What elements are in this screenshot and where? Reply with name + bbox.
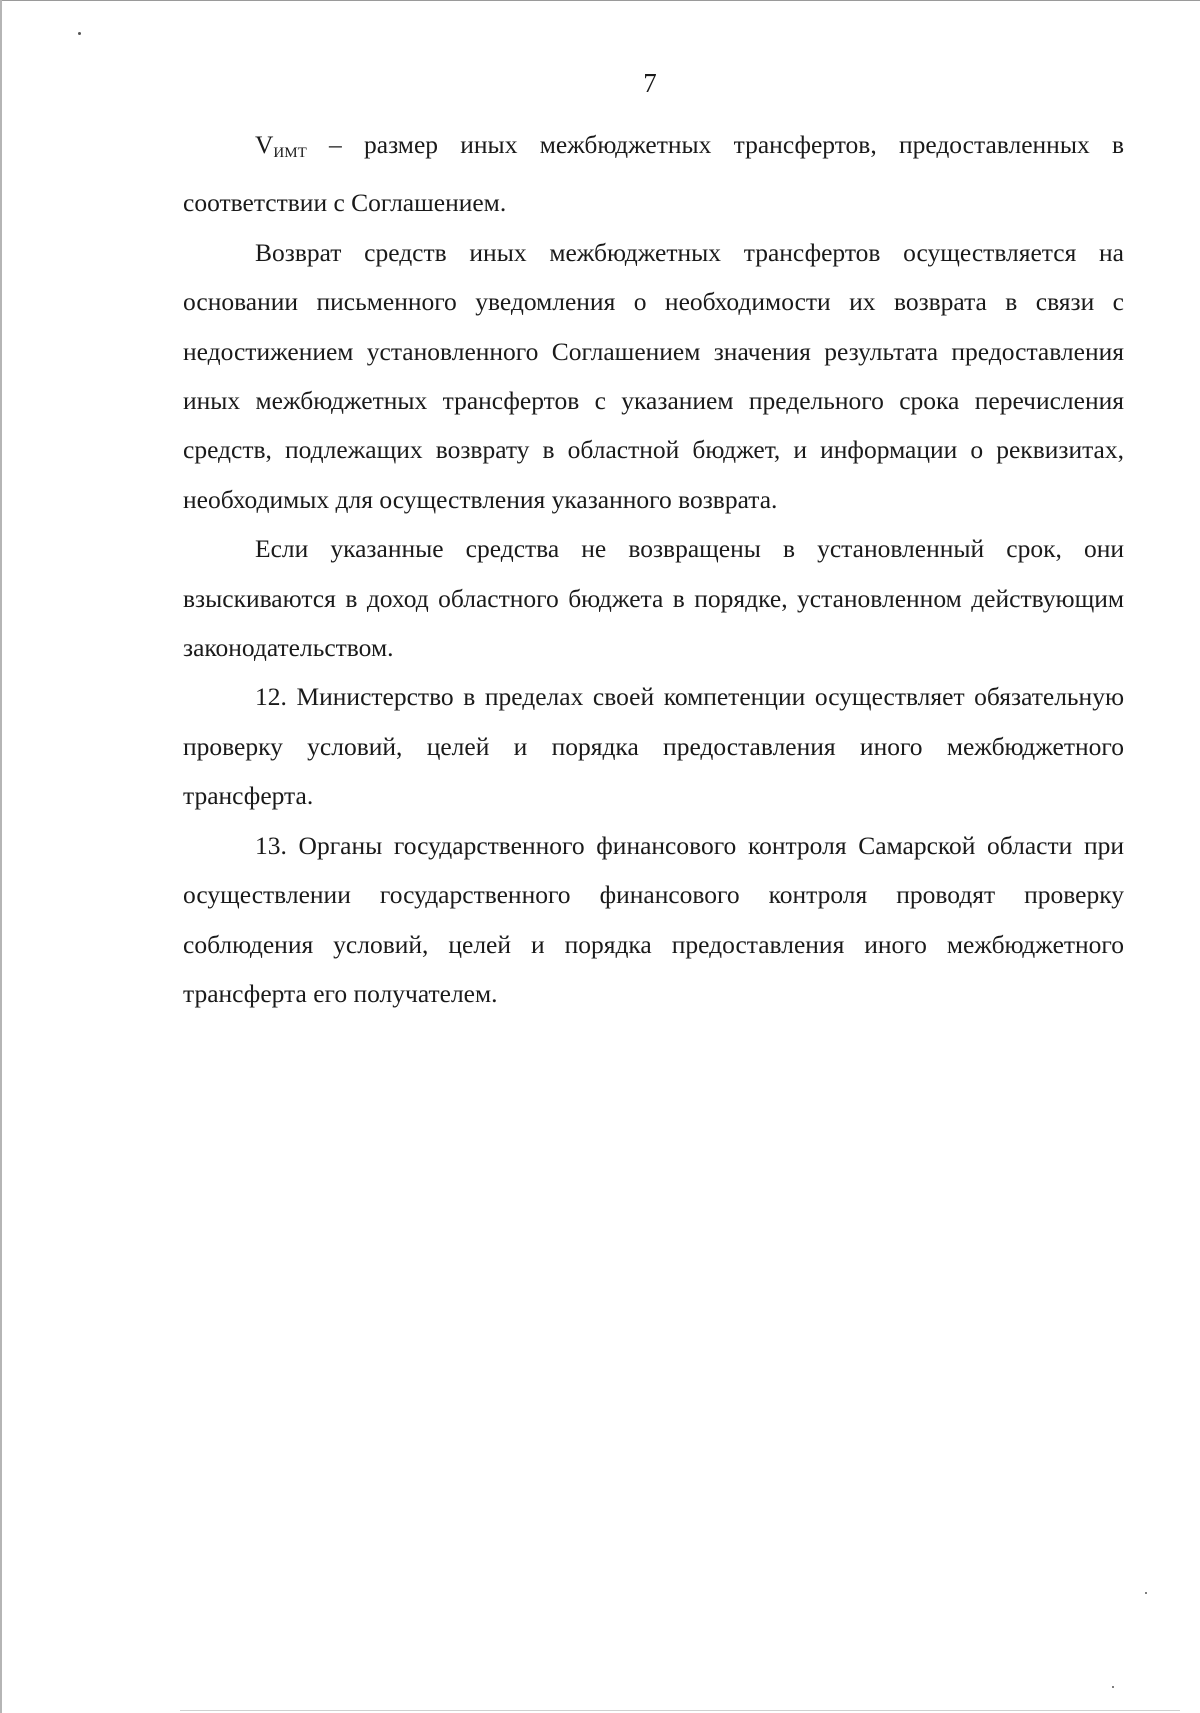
scan-speck	[78, 32, 81, 35]
paragraph-recovery: Если указанные средства не возвращены в установленный срок, они взыскиваются в доход областного бюджета в порядке, установленном действующим законодательством.	[183, 534, 1124, 663]
page-number: 7	[643, 68, 657, 98]
scan-speck	[1112, 1686, 1114, 1688]
variable-symbol: V	[255, 130, 274, 159]
variable-subscript: ИМТ	[273, 145, 307, 161]
scan-edge-bottom	[180, 1710, 1180, 1711]
scan-edge-top	[0, 0, 1200, 1]
paragraph-refund: Возврат средств иных межбюджетных трансфертов осуществляется на основании письменного уведомления о необходимости их возврата в связи с недостижением установленного Соглашением значения результата предоставления иных межбюджетных трансфертов с указанием предельного срока перечисления средств, подлежащих возврату в областной бюджет, и информации о реквизитах, необходимых для осуществления указанного возврата.	[183, 237, 1124, 514]
formula-variable-definition	[183, 120, 1124, 228]
document-body	[183, 120, 1124, 1018]
scan-edge-left	[0, 0, 2, 1713]
scan-speck	[1145, 1592, 1147, 1594]
variable-definition-text: – размер иных межбюджетных трансфертов, предоставленных в соответствии с Соглашением.	[183, 130, 1124, 218]
paragraph-item-12: 12. Министерство в пределах своей компетенции осуществляет обязательную проверку условий, целей и порядка предоставления иного межбюджетного трансферта.	[183, 682, 1124, 811]
paragraph-item-13: 13. Органы государственного финансового контроля Самарской области при осуществлении государственного финансового контроля проводят проверку соблюдения условий, целей и порядка предоставления иного межбюджетного трансферта его получателем.	[183, 830, 1124, 1008]
